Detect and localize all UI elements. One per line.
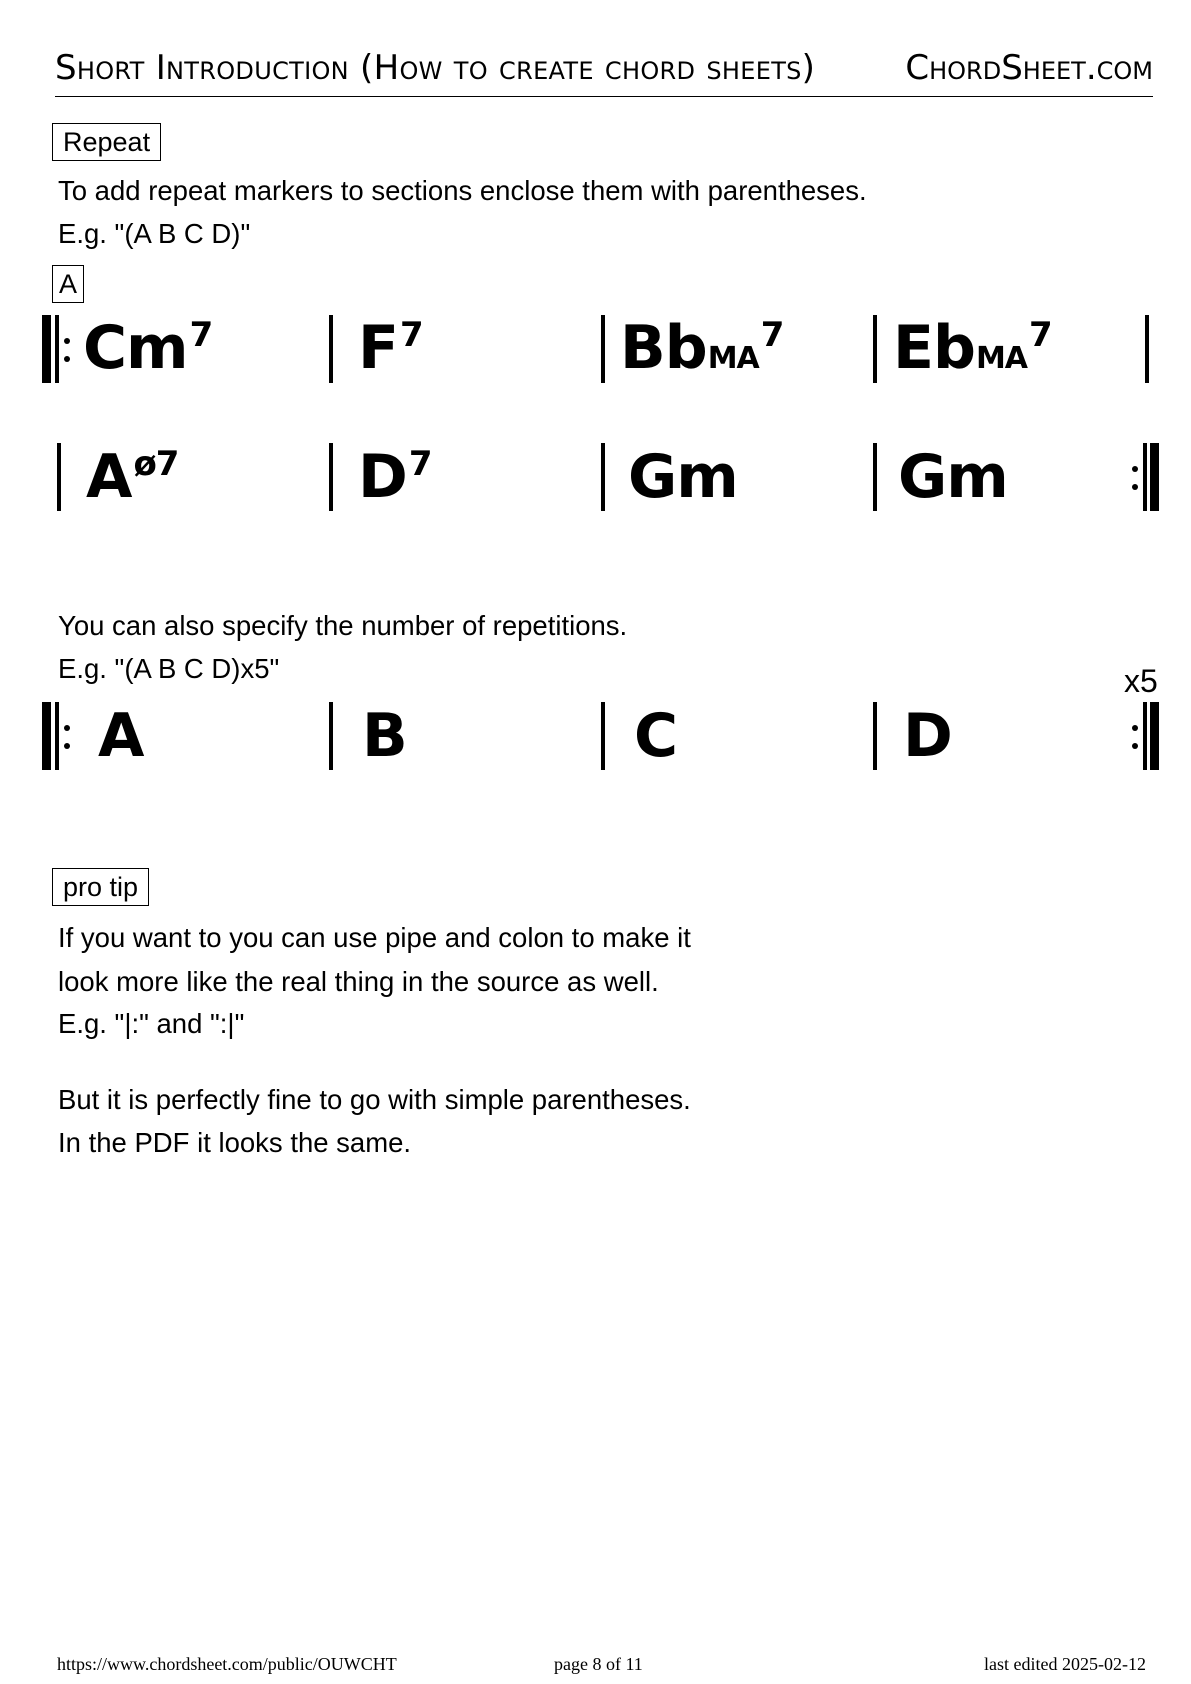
repeat-start-thick [42, 315, 51, 383]
repeat-dot [1132, 743, 1138, 749]
repeat-end-thick [1150, 702, 1159, 770]
barline [601, 315, 605, 383]
chord: Gm [898, 442, 1008, 512]
chord: $D^7$ [358, 442, 432, 512]
repeat-start-thick [42, 702, 51, 770]
barline [329, 315, 333, 383]
example-text: E.g. "(A B C D)x5" [58, 653, 280, 684]
page-header [55, 44, 1153, 97]
chord: BbMA$^7$ [620, 313, 784, 383]
tip-text: E.g. "|:" and ":|" [58, 1008, 245, 1039]
repeat-end-thick [1150, 443, 1159, 511]
chord: B [362, 701, 407, 771]
barline [601, 443, 605, 511]
repeat-end-thin [1143, 443, 1147, 511]
last-edited: last edited 2025-02-12 [984, 1654, 1146, 1674]
instruction-text: To add repeat markers to sections enclose them with parentheses. [58, 175, 867, 206]
barline [57, 443, 61, 511]
part-label-a: A [52, 265, 84, 303]
repeat-dot [64, 338, 70, 344]
barline [329, 443, 333, 511]
page-title: Short Introduction (How to create chord sheets) [55, 48, 816, 88]
barline [873, 443, 877, 511]
repeat-dot [64, 725, 70, 731]
chord: EbMA$^7$ [893, 313, 1052, 383]
barline [873, 315, 877, 383]
chord: Gm [628, 442, 738, 512]
example-text: E.g. "(A B C D)" [58, 218, 251, 249]
page-number: page 8 of 11 [554, 1654, 643, 1674]
section-tag-pro-tip: pro tip [52, 868, 149, 906]
brand-name: ChordSheet.com [905, 48, 1153, 88]
repeat-dot [1132, 725, 1138, 731]
tip-text: In the PDF it looks the same. [58, 1127, 412, 1158]
chord: $F^7$ [358, 313, 423, 383]
repeat-dot [64, 356, 70, 362]
tip-text: But it is perfectly fine to go with simple parentheses. [58, 1084, 691, 1115]
chord: C [634, 701, 678, 771]
chord: Cm$^7$ [83, 313, 213, 383]
tip-text: If you want to you can use pipe and colon to make it [58, 922, 691, 953]
repeat-end-thin [1143, 702, 1147, 770]
chord: D [903, 701, 952, 771]
barline [873, 702, 877, 770]
repeat-start-thin [55, 702, 59, 770]
repeat-dot [64, 743, 70, 749]
repeat-start-thin [55, 315, 59, 383]
barline [1145, 315, 1149, 383]
repeat-dot [1132, 466, 1138, 472]
tip-text: look more like the real thing in the source as well. [58, 966, 659, 997]
footer-url[interactable]: https://www.chordsheet.com/public/OUWCHT [57, 1654, 397, 1674]
barline [601, 702, 605, 770]
repeat-dot [1132, 484, 1138, 490]
barline [329, 702, 333, 770]
chord: A [98, 701, 144, 771]
repeat-count: x5 [1124, 663, 1158, 699]
instruction-text: You can also specify the number of repetitions. [58, 610, 628, 641]
section-tag-repeat: Repeat [52, 123, 161, 161]
chord: $A^{ø7}$ [86, 442, 179, 512]
